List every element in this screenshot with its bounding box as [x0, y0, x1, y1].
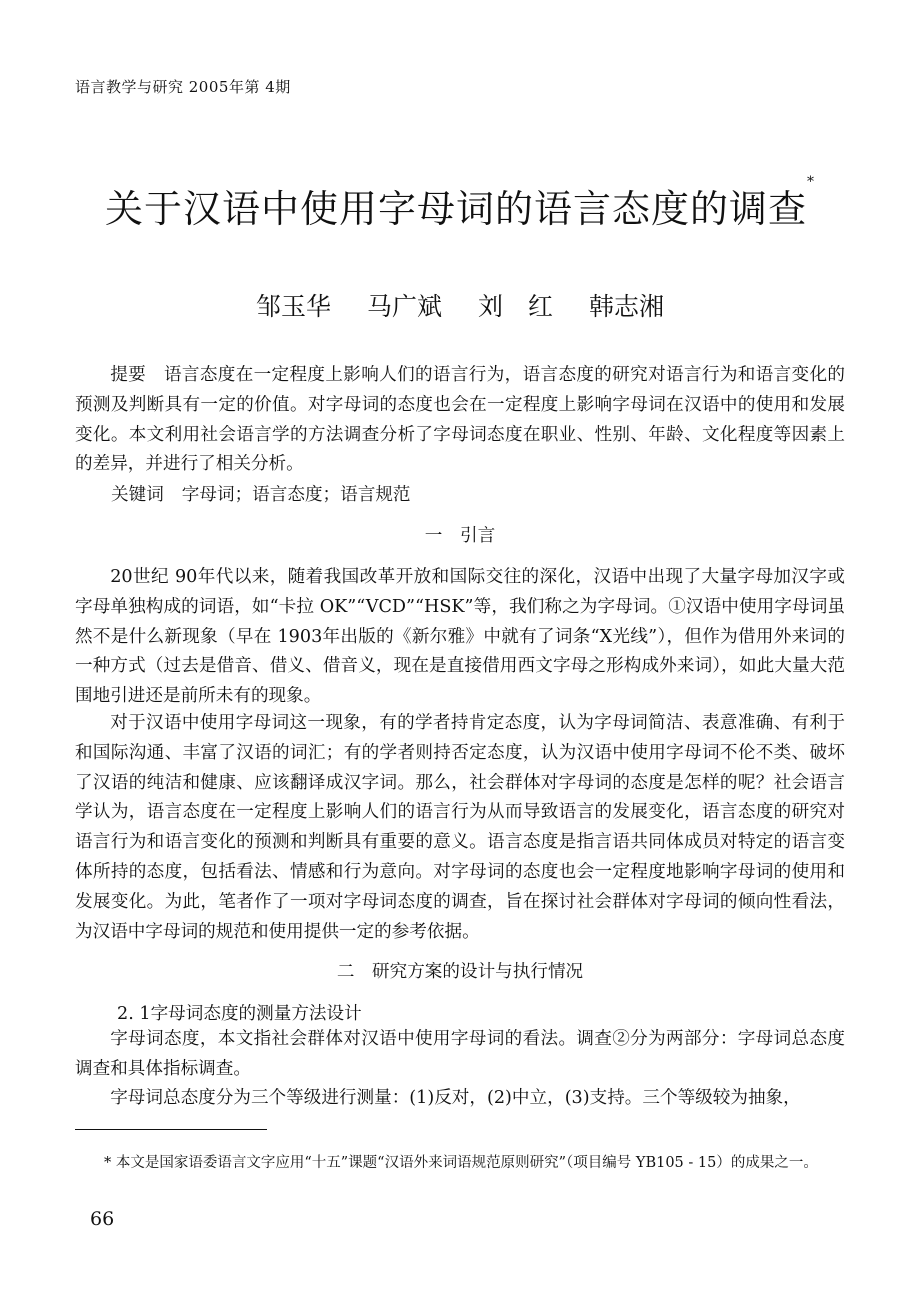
- keywords-line: [111, 481, 411, 506]
- footnote: * 本文是国家语委语言文字应用“十五”课题“汉语外来词语规范原则研究”（项目编号 YB105 - 15）的成果之一。: [104, 1155, 818, 1171]
- method-paragraph-2: 字母词总态度分为三个等级进行测量：(1)反对，(2)中立，(3)支持。三个等级较为抽象，: [110, 1088, 801, 1108]
- section-heading-intro: 一 引言: [424, 526, 496, 546]
- section-heading-design: 二 研究方案的设计与执行情况: [336, 962, 584, 982]
- footnote-divider: [75, 1129, 267, 1130]
- intro-paragraph-1: 20世纪 90年代以来，随着我国改革开放和国际交往的深化，汉语中出现了大量字母加汉字或字母单独构成的词语，如“卡拉 OK”“VCD”“HSK”等，我们称之为字母词。①汉语中使用字母词虽然不是什么新现象（早在 1903年出版的《新尔雅》中就有了词条“X光线”），但作为借用外来词的一种方式（过去是借音、借义、借音义，现在是直接借用西文字母之形构成外来词），如此大量大范围地引进还是前所未有的现象。: [75, 567, 845, 707]
- keywords-label: 关键词: [111, 485, 164, 505]
- author-3: 刘 红: [477, 292, 553, 321]
- intro-paragraph-2: 对于汉语中使用字母词这一现象，有的学者持肯定态度，认为字母词简洁、表意准确、有利于和国际沟通、丰富了汉语的词汇；有的学者则持否定态度，认为汉语中使用字母词不伦不类、破坏了汉语的纯洁和健康、应该翻译成汉字词。那么，社会群体对字母词的态度是怎样的呢？社会语言学认为，语言态度在一定程度上影响人们的语言行为从而导致语言的发展变化，语言态度的研究对语言行为和语言变化的预测和判断具有重要的意义。语言态度是指言语共同体成员对特定的语言变体所持的态度，包括看法、情感和行为意向。对字母词的态度也会一定程度地影响字母词的使用和发展变化。为此，笔者作了一项对字母词态度的调查，旨在探讨社会群体对字母词的倾向性看法，为汉语中字母词的规范和使用提供一定的参考依据。: [75, 713, 845, 942]
- abstract: 提要 语言态度在一定程度上影响人们的语言行为，语言态度的研究对语言行为和语言变化的预测及判断具有一定的价值。对字母词的态度也会在一定程度上影响字母词在汉语中的使用和发展变化。本文利用社会语言学的方法调查分析了字母词态度在职业、性别、年龄、文化程度等因素上的差异，并进行了相关分析。: [75, 365, 845, 475]
- author-1: 邹玉华: [256, 292, 332, 321]
- page-number: 66: [90, 1208, 115, 1230]
- author-4: 韩志湘: [588, 292, 664, 321]
- running-head: 语言教学与研究 2005年第 4期: [75, 78, 291, 96]
- method-paragraph-1: 字母词态度，本文指社会群体对汉语中使用字母词的看法。调查②分为两部分：字母词总态度调查和具体指标调查。: [75, 1029, 845, 1079]
- author-list: [0, 287, 920, 323]
- title-footnote-mark: *: [807, 174, 815, 190]
- author-2: 马广斌: [367, 292, 443, 321]
- subsection-heading: 2. 1字母词态度的测量方法设计: [117, 1004, 362, 1024]
- page-title: [0, 174, 920, 233]
- title-text: 关于汉语中使用字母词的语言态度的调查: [104, 187, 807, 231]
- keywords: 字母词；语言态度；语言规范: [181, 485, 411, 505]
